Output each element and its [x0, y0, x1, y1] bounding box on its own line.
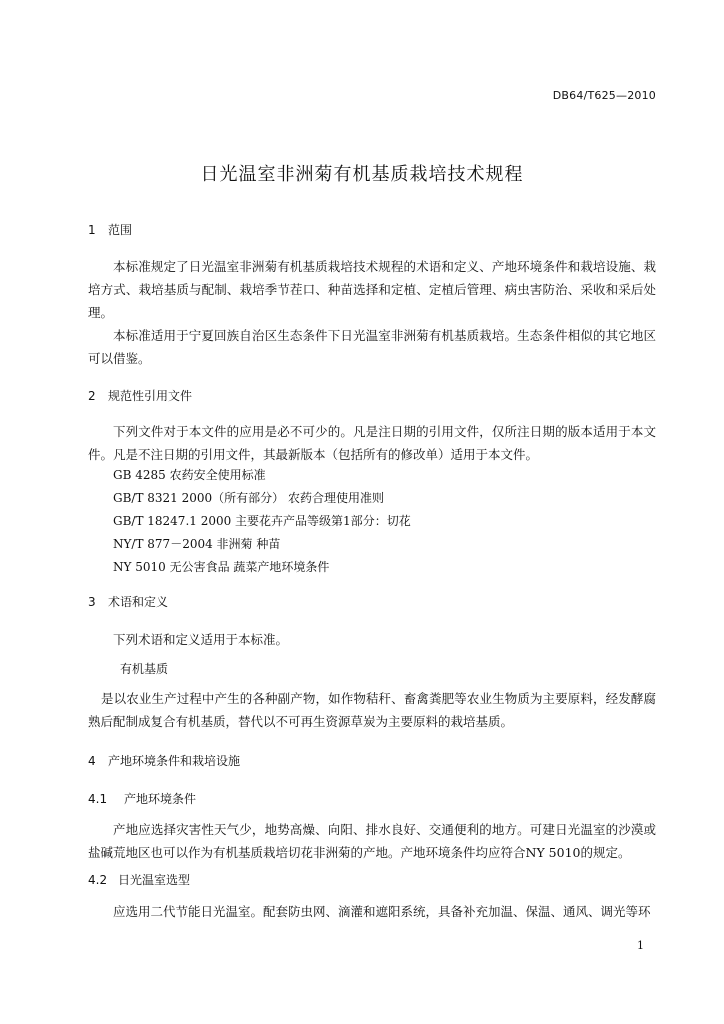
- standard-code: DB64/T625—2010: [552, 89, 656, 102]
- section-number: 1: [88, 223, 96, 237]
- section-1-paragraph-1: 本标准规定了日光温室非洲菊有机基质栽培技术规程的术语和定义、产地环境条件和栽培设施、栽培方式、栽培基质与配制、栽培季节茬口、种苗选择和定植、定植后管理、病虫害防治、采收和采后处理。: [88, 259, 656, 320]
- document-title: 日光温室非洲菊有机基质栽培技术规程: [200, 164, 524, 185]
- reference-item: NY 5010 无公害食品 蔬菜产地环境条件: [113, 560, 330, 574]
- reference-item: GB/T 8321 2000（所有部分） 农药合理使用准则: [113, 491, 384, 505]
- section-4-1-heading: [88, 790, 196, 807]
- section-number: 4.1: [88, 792, 108, 806]
- section-title: 产地环境条件: [124, 792, 197, 806]
- reference-item: GB/T 18247.1 2000 主要花卉产品等级第1部分：切花: [113, 514, 411, 528]
- section-2-paragraph-1: 下列文件对于本文件的应用是必不可少的。凡是注日期的引用文件，仅所注日期的版本适用于本文件。凡是不注日期的引用文件，其最新版本（包括所有的修改单）适用于本文件。: [88, 424, 656, 462]
- section-title: 术语和定义: [108, 595, 169, 609]
- section-title: 规范性引用文件: [108, 389, 193, 403]
- section-3-heading: [88, 593, 168, 610]
- page-number: 1: [637, 939, 644, 952]
- section-3-paragraph-1: 下列术语和定义适用于本标准。: [113, 632, 289, 647]
- section-number: 2: [88, 389, 96, 403]
- section-4-1-paragraph-1: 产地应选择灾害性天气少，地势高燥、向阳、排水良好、交通便利的地方。可建日光温室的沙漠或盐碱荒地区也可以作为有机基质栽培切花非洲菊的产地。产地环境条件均应符合NY 5010的规定。: [88, 822, 656, 860]
- section-1-paragraph-2: 本标准适用于宁夏回族自治区生态条件下日光温室非洲菊有机基质栽培。生态条件相似的其它地区可以借鉴。: [88, 328, 656, 366]
- section-4-heading: [88, 752, 240, 769]
- section-title: 产地环境条件和栽培设施: [108, 754, 241, 768]
- section-1-heading: [88, 221, 132, 238]
- term-definition: 是以农业生产过程中产生的各种副产物，如作物秸秆、畜禽粪肥等农业生物质为主要原料，经发酵腐熟后配制成复合有机基质，替代以不可再生资源草炭为主要原料的栽培基质。: [88, 691, 656, 729]
- section-number: 4.2: [88, 873, 108, 887]
- section-4-2-paragraph-1: 应选用二代节能日光温室。配套防虫网、滴灌和遮阳系统，具备补充加温、保温、通风、调光等环: [113, 904, 651, 919]
- section-title: 范围: [108, 223, 133, 237]
- section-number: 4: [88, 754, 96, 768]
- term-title: 有机基质: [120, 662, 169, 676]
- section-title: 日光温室选型: [118, 873, 191, 887]
- section-2-heading: [88, 387, 192, 404]
- section-4-2-heading: [88, 871, 190, 888]
- section-number: 3: [88, 595, 96, 609]
- reference-item: NY/T 877－2004 非洲菊 种苗: [113, 537, 281, 551]
- reference-item: GB 4285 农药安全使用标准: [113, 468, 266, 482]
